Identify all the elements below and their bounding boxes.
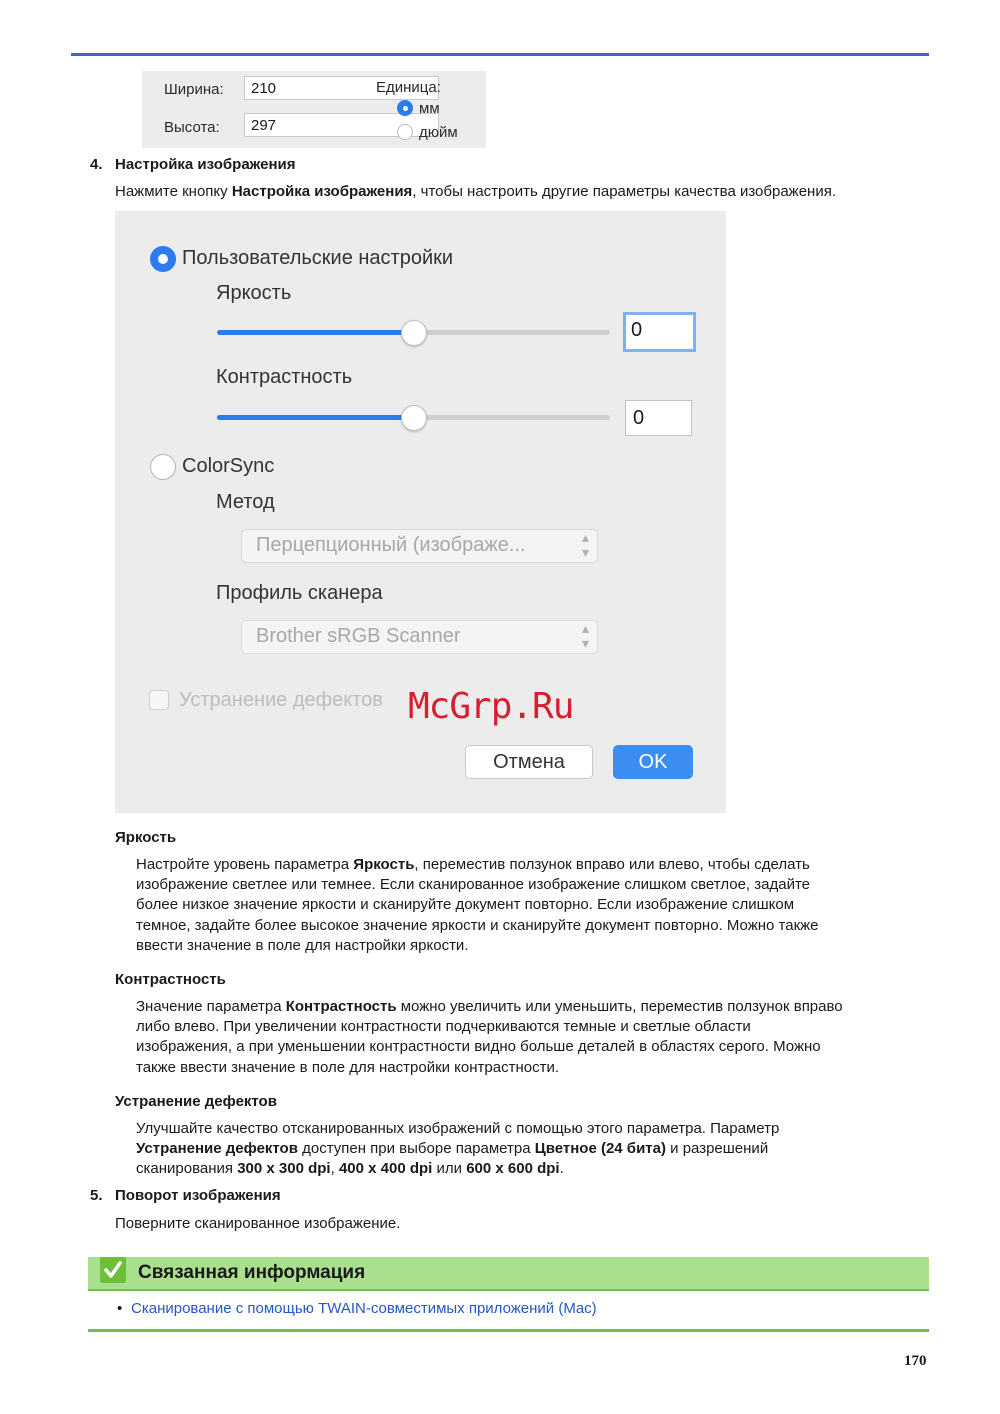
defects-heading: Устранение дефектов <box>115 1093 277 1110</box>
contrast-slider-fill <box>217 415 414 420</box>
related-info-title: Связанная информация <box>138 1262 366 1283</box>
unit-mm-radio[interactable] <box>397 100 413 116</box>
section-text: Поверните сканированное изображение. <box>115 1215 401 1232</box>
up-down-arrows-icon: ▴ ▾ <box>581 620 589 651</box>
colorsync-label: ColorSync <box>182 455 275 477</box>
section-title: Поворот изображения <box>115 1187 281 1204</box>
related-info-bar <box>88 1257 929 1291</box>
section-number: 5. <box>90 1187 103 1204</box>
colorsync-radio[interactable] <box>150 454 176 480</box>
checkmark-icon <box>100 1257 126 1283</box>
section-intro: Нажмите кнопку Настройка изображения, чтобы настроить другие параметры качества изображения. <box>115 183 836 200</box>
ok-button[interactable]: OK <box>613 745 693 779</box>
width-label: Ширина: <box>164 81 224 98</box>
related-link[interactable]: Сканирование с помощью TWAIN-совместимых приложений (Mac) <box>131 1300 597 1317</box>
watermark: McGrp.Ru <box>408 686 574 727</box>
defects-description: Улучшайте качество отсканированных изображений с помощью этого параметра. Параметр Устранение дефектов доступен при выборе параметра Цветное (24 бита) и разрешений сканирования 300 x 300 dpi, 400 x 400 dpi или 600 x 600 dpi. <box>136 1120 780 1178</box>
top-rule <box>71 53 929 56</box>
unit-inch-radio[interactable] <box>397 124 413 140</box>
contrast-heading: Контрастность <box>115 971 226 988</box>
method-select[interactable]: Перцепционный (изображе... ▴ ▾ <box>241 529 598 563</box>
defects-label: Устранение дефектов <box>179 689 383 711</box>
section-number: 4. <box>90 156 103 173</box>
section-title: Настройка изображения <box>115 156 296 173</box>
size-panel <box>142 71 486 148</box>
contrast-label: Контрастность <box>216 366 353 388</box>
cancel-button[interactable]: Отмена <box>465 745 593 779</box>
brightness-heading: Яркость <box>115 829 177 846</box>
contrast-value-field[interactable]: 0 <box>625 400 692 436</box>
brightness-slider-fill <box>217 330 414 335</box>
contrast-description: Значение параметра Контрастность можно увеличить или уменьшить, переместив ползунок вправо либо влево. При увеличении контрастности подчеркиваются темные и светлые области изображения, а при уменьшении контрастности видно больше деталей в областях серого. Можно также ввести значение в поле для настройки контрастности. <box>136 998 843 1076</box>
defects-checkbox[interactable] <box>149 690 169 710</box>
contrast-slider-thumb[interactable] <box>401 405 427 431</box>
brightness-value-field[interactable]: 0 <box>623 312 696 352</box>
bottom-rule <box>88 1329 929 1332</box>
method-label: Метод <box>216 491 275 513</box>
custom-settings-radio[interactable] <box>150 246 176 272</box>
brightness-description: Настройте уровень параметра Яркость, переместив ползунок вправо или влево, чтобы сделать изображение светлее или темнее. Если сканированное изображение слишком светлое, задайте более низкое значение яркости и сканируйте документ повторно. Если изображение слишком темное, задайте более высокое значение яркости и сканируйте документ повторно. Можно также ввести значение в поле для настройки яркости. <box>136 856 819 954</box>
scanner-profile-select[interactable]: Brother sRGB Scanner ▴ ▾ <box>241 620 598 654</box>
unit-label: Единица: <box>376 79 441 96</box>
page-number: 170 <box>904 1353 927 1369</box>
bullet: • <box>117 1300 123 1317</box>
custom-settings-label: Пользовательские настройки <box>182 247 454 269</box>
height-field[interactable]: 297 <box>244 113 439 137</box>
brightness-slider-thumb[interactable] <box>401 320 427 346</box>
height-label: Высота: <box>164 119 220 136</box>
width-field[interactable]: 210 <box>244 76 439 100</box>
unit-mm-label: мм <box>419 100 440 117</box>
up-down-arrows-icon: ▴ ▾ <box>581 529 589 560</box>
unit-inch-label: дюйм <box>419 124 458 141</box>
profile-label: Профиль сканера <box>216 582 383 604</box>
brightness-label: Яркость <box>216 282 292 304</box>
